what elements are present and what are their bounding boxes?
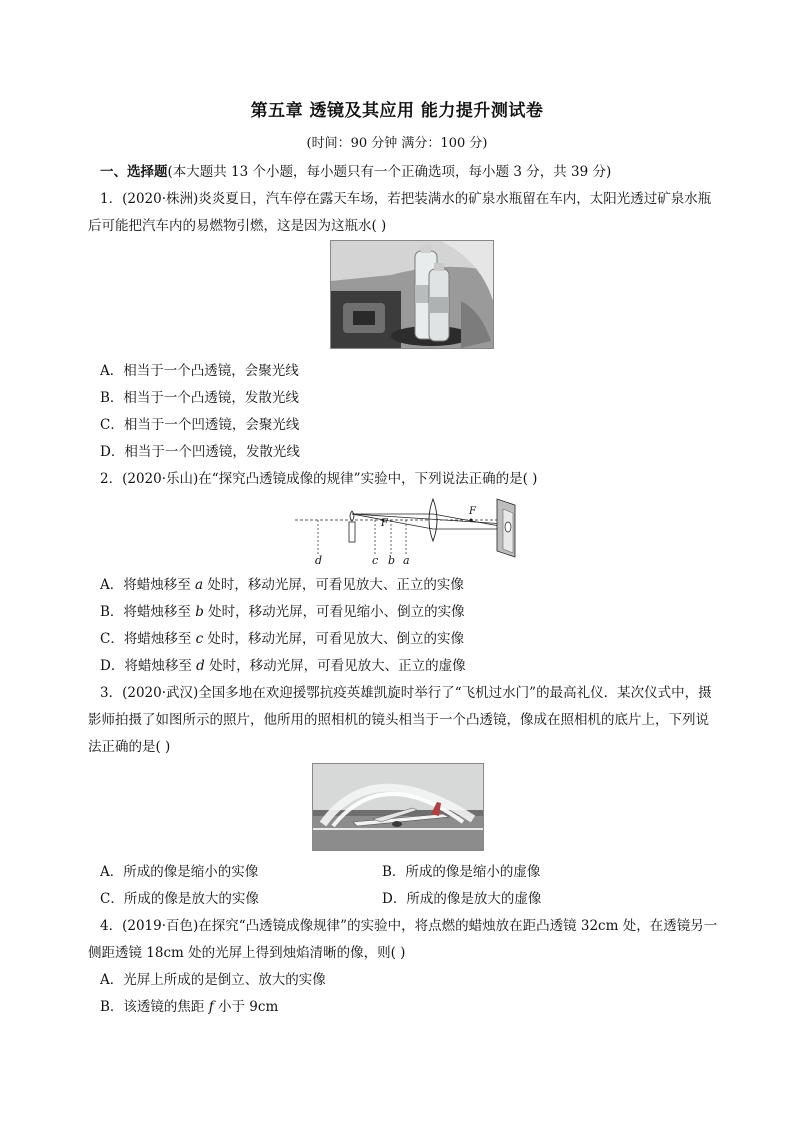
q1-option-b: B．相当于一个凸透镜，发散光线 [100, 390, 299, 406]
flame-image [505, 522, 511, 532]
q2-option-a: A．将蜡烛移至 a 处时，移动光屏，可看见放大、正立的实像 [100, 577, 464, 593]
water-salute-illustration [313, 764, 483, 850]
exam-info: (时间：90 分钟 满分：100 分) [306, 136, 488, 151]
optical-bench-svg [293, 497, 533, 567]
section-description: (本大题共 13 个小题，每小题只有一个正确选项，每小题 3 分，共 39 分) [167, 164, 612, 180]
q4-option-b: B．该透镜的焦距 f 小于 9cm [100, 999, 279, 1015]
label-focus-left: F [381, 518, 388, 529]
q3-stem-line1: 3．(2020·武汉)全国多地在欢迎援鄂抗疫英雄凯旋时举行了“飞机过水门”的最高礼仪．某次仪式中，摄 [100, 685, 712, 701]
q1-option-d: D．相当于一个凹透镜，发散光线 [100, 444, 300, 460]
page-title: 第五章 透镜及其应用 能力提升测试卷 [250, 101, 544, 121]
car-bottle-illustration [331, 241, 493, 348]
focal-point-right [470, 519, 473, 522]
q3-option-b: B．所成的像是缩小的虚像 [382, 864, 541, 880]
ray-center [352, 514, 505, 524]
q3-option-c: C．所成的像是放大的实像 [100, 891, 259, 907]
q3-stem-line3: 法正确的是( ) [88, 739, 171, 755]
q2-stem-line1: 2．(2020·乐山)在“探究凸透镜成像的规律”实验中，下列说法正确的是( ) [100, 471, 538, 487]
q2-option-b: B．将蜡烛移至 b 处时，移动光屏，可看见缩小、倒立的实像 [100, 604, 465, 620]
convex-lens [429, 499, 437, 541]
water-salute-photo [312, 763, 484, 851]
label-c: c [372, 554, 379, 567]
q2-option-c: C．将蜡烛移至 c 处时，移动光屏，可看见放大、倒立的实像 [100, 631, 464, 647]
section-heading: 一、选择题 [100, 164, 168, 180]
label-a: a [403, 554, 410, 567]
q4-option-a: A．光屏上所成的是倒立、放大的实像 [100, 972, 326, 988]
q3-stem-line2: 影师拍摄了如图所示的照片，他所用的照相机的镜头相当于一个凸透镜，像成在照相机的底片上，下列说 [88, 712, 709, 728]
q1-option-a: A．相当于一个凸透镜，会聚光线 [100, 363, 299, 379]
q2-option-d: D．将蜡烛移至 d 处时，移动光屏，可看见放大、正立的虚像 [100, 658, 466, 674]
lens-experiment-diagram [293, 497, 533, 567]
q3-option-a: A．所成的像是缩小的实像 [100, 864, 259, 880]
label-focus-right: F [469, 506, 476, 517]
candle [349, 522, 355, 542]
section-heading-line [100, 160, 611, 180]
q1-stem-line2: 后可能把汽车内的易燃物引燃，这是因为这瓶水( ) [88, 218, 387, 234]
candle-flame [350, 511, 354, 521]
q3-option-d: D．所成的像是放大的虚像 [382, 891, 542, 907]
label-b: b [388, 554, 396, 567]
car-bottle-photo [330, 240, 494, 349]
label-d: d [315, 554, 323, 567]
q1-option-c: C．相当于一个凹透镜，会聚光线 [100, 417, 300, 433]
q4-stem-line1: 4．(2019·百色)在探究“凸透镜成像规律”的实验中，将点燃的蜡烛放在距凸透镜 32cm 处，在透镜另一 [100, 918, 718, 934]
q4-stem-line2: 侧距透镜 18cm 处的光屏上得到烛焰清晰的像，则( ) [88, 945, 406, 961]
q1-stem-line1: 1．(2020·株洲)炎炎夏日，汽车停在露天车场，若把装满水的矿泉水瓶留在车内，太阳光透过矿泉水瓶 [100, 191, 712, 207]
